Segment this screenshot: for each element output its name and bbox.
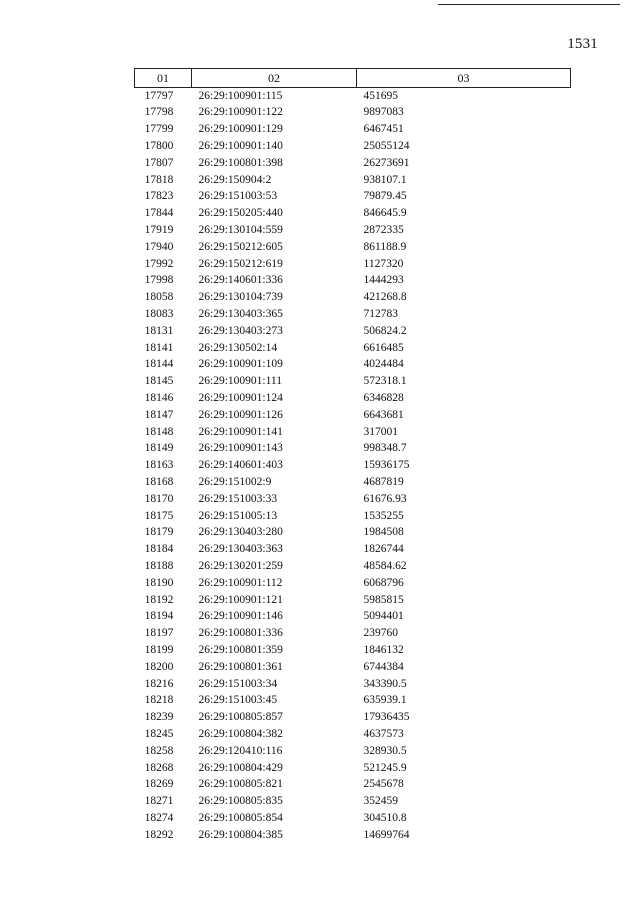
cell-col-02: 26:29:150212:619: [198, 257, 283, 270]
cell-col-01: 18179: [144, 526, 174, 539]
header-row: [135, 69, 571, 88]
cell-col-03: 328930.5: [363, 744, 407, 757]
cell-col-03: 317001: [363, 425, 398, 438]
cell-col-01: 18239: [144, 711, 174, 724]
cell-col-02: 26:29:100901:112: [198, 576, 283, 589]
cell-col-03: 4687819: [363, 475, 404, 488]
cell-col-02: 26:29:100801:398: [198, 156, 283, 169]
table-row: [135, 340, 571, 357]
cell-col-01: 18058: [144, 291, 174, 304]
cell-col-03: 14699764: [363, 828, 410, 841]
table-row: [135, 626, 571, 643]
column-header-01: 01: [135, 69, 192, 88]
cell-col-03: 861188.9: [363, 240, 407, 253]
cell-col-01: 18147: [144, 408, 174, 421]
cell-col-01: 17800: [144, 140, 174, 153]
table-row: [135, 407, 571, 424]
cell-col-03: 15936175: [363, 459, 410, 472]
table-row: [135, 189, 571, 206]
cell-col-01: 18218: [144, 694, 174, 707]
table-row: [135, 306, 571, 323]
cell-col-01: 17940: [144, 240, 174, 253]
table-row: [135, 374, 571, 391]
cell-col-03: 352459: [363, 795, 398, 808]
cell-col-03: 6616485: [363, 341, 404, 354]
cell-col-02: 26:29:100804:385: [198, 828, 283, 841]
cell-col-02: 26:29:100901:129: [198, 123, 283, 136]
cell-col-02: 26:29:100901:141: [198, 425, 283, 438]
cell-col-01: 17798: [144, 106, 174, 119]
cell-col-02: 26:29:100801:359: [198, 643, 283, 656]
table-row: [135, 222, 571, 239]
cell-col-01: 18197: [144, 627, 174, 640]
cell-col-01: 18190: [144, 576, 174, 589]
table-row: [135, 138, 571, 155]
table-row: [135, 642, 571, 659]
cell-col-03: 2545678: [363, 778, 404, 791]
cell-col-02: 26:29:130201:259: [198, 559, 283, 572]
table-row: [135, 575, 571, 592]
cell-col-03: 521245.9: [363, 761, 407, 774]
column-header-03: 03: [357, 69, 571, 88]
cell-col-01: 18258: [144, 744, 174, 757]
top-rule: [438, 4, 620, 5]
cell-col-02: 26:29:100901:121: [198, 593, 283, 606]
table-row: [135, 88, 571, 105]
table-row: [135, 508, 571, 525]
cell-col-03: 25055124: [363, 140, 410, 153]
cell-col-02: 26:29:100901:109: [198, 358, 283, 371]
cell-col-02: 26:29:100901:124: [198, 391, 283, 404]
table-row: [135, 810, 571, 827]
table-row: [135, 122, 571, 139]
cell-col-02: 26:29:130403:280: [198, 526, 283, 539]
cell-col-03: 6068796: [363, 576, 404, 589]
cell-col-02: 26:29:100805:857: [198, 711, 283, 724]
table-row: [135, 206, 571, 223]
table-row: [135, 441, 571, 458]
cell-col-03: 304510.8: [363, 811, 407, 824]
table-row: [135, 760, 571, 777]
cell-col-03: 1127320: [363, 257, 404, 270]
cell-col-03: 6467451: [363, 123, 404, 136]
table-row: [135, 525, 571, 542]
cell-col-02: 26:29:100901:140: [198, 140, 283, 153]
cell-col-03: 506824.2: [363, 324, 407, 337]
cell-col-03: 17936435: [363, 711, 410, 724]
table-row: [135, 592, 571, 609]
table-row: [135, 693, 571, 710]
cell-col-03: 6744384: [363, 660, 404, 673]
cell-col-02: 26:29:130104:559: [198, 224, 283, 237]
cell-col-01: 18216: [144, 677, 174, 690]
cell-col-01: 18199: [144, 643, 174, 656]
table-row: [135, 256, 571, 273]
table-row: [135, 357, 571, 374]
cell-col-03: 4024484: [363, 358, 404, 371]
cell-col-03: 998348.7: [363, 442, 407, 455]
cell-col-02: 26:29:151002:9: [198, 475, 272, 488]
table-row: [135, 558, 571, 575]
cell-col-01: 17844: [144, 207, 174, 220]
table-row: [135, 105, 571, 122]
cell-col-01: 18175: [144, 509, 174, 522]
table-row: [135, 390, 571, 407]
cell-col-03: 1846132: [363, 643, 404, 656]
cell-col-03: 239760: [363, 627, 398, 640]
cell-col-01: 17992: [144, 257, 174, 270]
cell-col-01: 18083: [144, 308, 174, 320]
cell-col-03: 5985815: [363, 593, 404, 606]
cell-col-03: 635939.1: [363, 694, 407, 707]
cell-col-03: 48584.62: [363, 559, 407, 572]
cell-col-02: 26:29:140601:336: [198, 274, 283, 287]
table-row: [135, 290, 571, 307]
cell-col-02: 26:29:150904:2: [198, 173, 272, 186]
table-row: [135, 676, 571, 693]
page-number: 1531: [567, 36, 598, 52]
cell-col-01: 18148: [144, 425, 174, 438]
cell-col-01: 18170: [144, 492, 174, 505]
cell-col-03: 712783: [363, 308, 398, 320]
cell-col-03: 846645.9: [363, 207, 407, 220]
cell-col-02: 26:29:100901:111: [198, 375, 282, 388]
cell-col-02: 26:29:120410:116: [198, 744, 283, 757]
cell-col-01: 18188: [144, 559, 174, 572]
cell-col-03: 421268.8: [363, 291, 407, 304]
cell-col-01: 18141: [144, 341, 174, 354]
cell-col-02: 26:29:151003:34: [198, 677, 278, 690]
cell-col-02: 26:29:151003:53: [198, 190, 278, 203]
cell-col-01: 17797: [144, 89, 174, 102]
table-row: [135, 172, 571, 189]
data-table: [134, 68, 571, 844]
cell-col-02: 26:29:130403:363: [198, 543, 283, 556]
cell-col-02: 26:29:140601:403: [198, 459, 283, 472]
cell-col-03: 1826744: [363, 543, 404, 556]
table-body: [135, 88, 571, 844]
cell-col-02: 26:29:100804:429: [198, 761, 283, 774]
cell-col-02: 26:29:100901:143: [198, 442, 283, 455]
cell-col-03: 451695: [363, 89, 398, 102]
table-row: [135, 239, 571, 256]
cell-col-01: 18268: [144, 761, 174, 774]
cell-col-02: 26:29:100804:382: [198, 727, 283, 740]
cell-col-03: 9897083: [363, 106, 404, 119]
table-row: [135, 827, 571, 844]
cell-col-01: 18168: [144, 475, 174, 488]
table-row: [135, 155, 571, 172]
cell-col-01: 18146: [144, 391, 174, 404]
cell-col-02: 26:29:130403:273: [198, 324, 283, 337]
cell-col-01: 18184: [144, 543, 174, 556]
cell-col-03: 1444293: [363, 274, 404, 287]
cell-col-03: 2872335: [363, 224, 404, 237]
table-row: [135, 777, 571, 794]
table-row: [135, 659, 571, 676]
table-row: [135, 491, 571, 508]
cell-col-03: 26273691: [363, 156, 410, 169]
cell-col-02: 26:29:100901:122: [198, 106, 283, 119]
table-row: [135, 709, 571, 726]
table-row: [135, 793, 571, 810]
table-header: [135, 69, 571, 88]
cell-col-03: 61676.93: [363, 492, 407, 505]
cell-col-03: 572318.1: [363, 375, 407, 388]
cell-col-03: 6643681: [363, 408, 404, 421]
cell-col-02: 26:29:130502:14: [198, 341, 278, 354]
cell-col-01: 17998: [144, 274, 174, 287]
table-row: [135, 323, 571, 340]
cell-col-02: 26:29:150205:440: [198, 207, 283, 220]
cell-col-02: 26:29:100805:821: [198, 778, 283, 791]
cell-col-03: 5094401: [363, 610, 404, 623]
cell-col-02: 26:29:100805:835: [198, 795, 283, 808]
cell-col-02: 26:29:100901:115: [198, 89, 283, 102]
table-row: [135, 542, 571, 559]
cell-col-01: 18292: [144, 828, 174, 841]
cell-col-03: 1535255: [363, 509, 404, 522]
cell-col-02: 26:29:100801:361: [198, 660, 283, 673]
cell-col-01: 18163: [144, 459, 174, 472]
table-row: [135, 726, 571, 743]
cell-col-01: 18194: [144, 610, 174, 623]
cell-col-01: 18269: [144, 778, 174, 791]
cell-col-02: 26:29:100801:336: [198, 627, 283, 640]
cell-col-01: 18192: [144, 593, 174, 606]
cell-col-02: 26:29:151003:33: [198, 492, 278, 505]
cell-col-01: 18145: [144, 375, 174, 388]
cell-col-01: 18274: [144, 811, 174, 824]
cell-col-03: 4637573: [363, 727, 404, 740]
cell-col-01: 17807: [144, 156, 174, 169]
cell-col-01: 17818: [144, 173, 174, 186]
cell-col-01: 18149: [144, 442, 174, 455]
column-header-02: 02: [192, 69, 357, 88]
cell-col-01: 18245: [144, 727, 174, 740]
table-row: [135, 424, 571, 441]
cell-col-01: 18271: [144, 795, 174, 808]
table-row: [135, 743, 571, 760]
cell-col-02: 26:29:100901:146: [198, 610, 283, 623]
table-row: [135, 609, 571, 626]
table-row: [135, 273, 571, 290]
cell-col-02: 26:29:130104:739: [198, 291, 283, 304]
cell-col-03: 343390.5: [363, 677, 407, 690]
cell-col-03: 1984508: [363, 526, 404, 539]
cell-col-03: 938107.1: [363, 173, 407, 186]
cell-col-01: 17919: [144, 224, 174, 237]
cell-col-01: 18144: [144, 358, 174, 371]
cell-col-01: 17823: [144, 190, 174, 203]
cell-col-01: 17799: [144, 123, 174, 136]
cell-col-03: 6346828: [363, 391, 404, 404]
cell-col-02: 26:29:100901:126: [198, 408, 283, 421]
cell-col-02: 26:29:151003:45: [198, 694, 278, 707]
table-row: [135, 458, 571, 475]
cell-col-02: 26:29:130403:365: [198, 308, 283, 320]
cell-col-02: 26:29:100805:854: [198, 811, 283, 824]
table-row: [135, 474, 571, 491]
cell-col-02: 26:29:151005:13: [198, 509, 278, 522]
cell-col-02: 26:29:150212:605: [198, 240, 283, 253]
cell-col-01: 18131: [144, 324, 174, 337]
cell-col-03: 79879.45: [363, 190, 407, 203]
cell-col-01: 18200: [144, 660, 174, 673]
